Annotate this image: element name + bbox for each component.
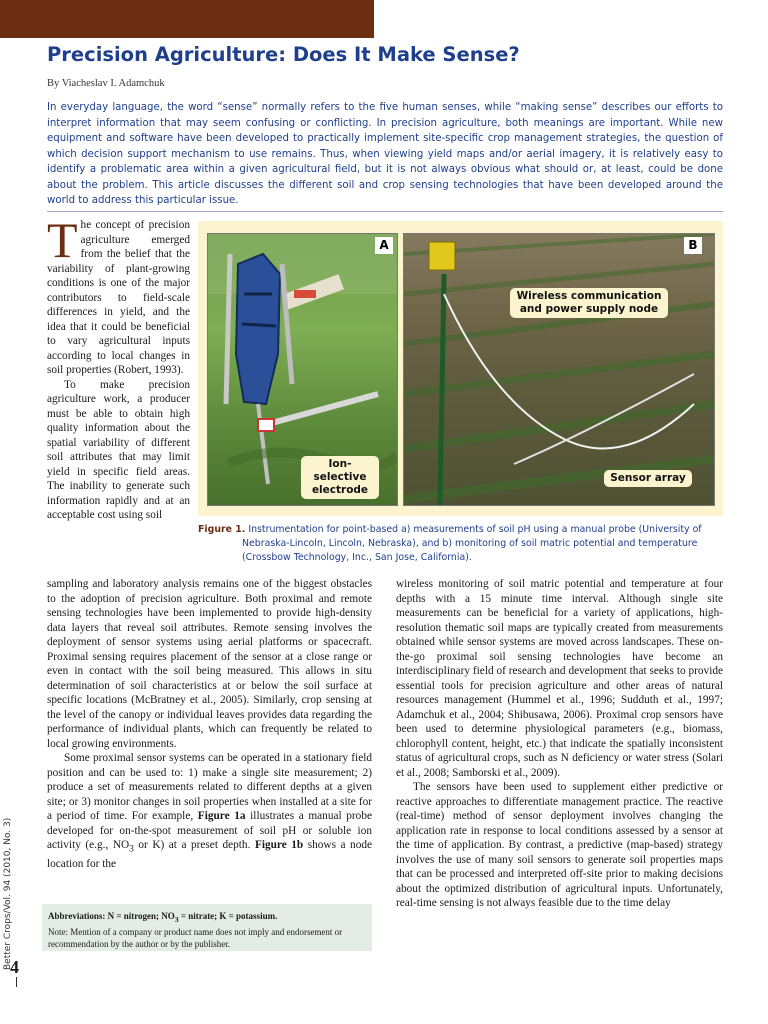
label-ion-selective-electrode: Ion-selective electrode	[301, 456, 379, 499]
column-left-lower	[47, 577, 372, 871]
para2: To make precision agriculture work, a producer must be able to obtain high quality information about the spatial variability of different soil attributes that may limit yield in specific field areas. The inability to generate such information rapidly and at an acceptable cost using soil	[47, 378, 190, 521]
panel-label-a: A	[375, 237, 393, 254]
journal-footer: Better Crops/Vol. 94 (2010, No. 3)	[3, 817, 13, 970]
col3-para2: The sensors have been used to supplement either predictive or reactive approaches to differentiate management practice. The reactive (real-time) method of sensor deployment involves changing the application rate in response to local conditions assessed by a sensor at the time of application. By contrast, a predictive (map-based) strategy involves the use of many soil sensors to generate soil properties maps that can be processed and interpreted off-site prior to making decisions about the optimized distribution of agricultural inputs. Unfortunately, real-time sensing is not always feasible due to the time delay	[396, 781, 723, 909]
figure-1b-reference: Figure 1b	[254, 839, 304, 851]
figure-caption	[198, 523, 723, 565]
col3-para1: wireless monitoring of soil matric potential and temperature at four depths with a 15 minute time interval. Although single site measurements can be beneficial for a variety of applications, high-resolution thematic soil maps are typically created from measurements obtained while sensor systems are moved across landscapes. These on-the-go proximal soil sensing technologies have become an interdisciplinary field of research and development that seeks to provide essential tools for precision agriculture and other areas of natural resources management (Hummel et al., 1996; Sudduth et al., 1997; Adamchuk et al., 2004; Shibusawa, 2006). Proximal crop sensors have been used to determine physiological parameters (e.g., biomass, chlorophyll content, height, etc.) that indicate the spatially inconsistent status of agricultural crops, such as N deficiency or water stress (Solari et al., 2008; Samborski et al., 2009).	[396, 578, 723, 779]
page-number-rule	[16, 977, 17, 987]
abstract-divider	[47, 211, 723, 212]
no3-subscript: 3	[129, 844, 134, 855]
caption-label: Figure 1.	[198, 524, 246, 535]
photo-manual-probe	[207, 233, 398, 506]
caption-rest: Nebraska-Lincoln, Lincoln, Nebraska), and b) monitoring of soil matric potential and temperature (Crossbow Technology, Inc., San Jose, California).	[242, 538, 698, 563]
para1-text: he concept of precision agriculture emerged from the belief that the variability of plant-growing conditions is one of the major contributors to field-scale differences in yield, and the idea that it could be beneficial to vary agricultural inputs according to local changes in soil properties (Robert, 1993).	[47, 219, 190, 376]
disclaimer: Note: Mention of a company or product name does not imply and endorsement or recommendation by the author or by the publisher.	[48, 926, 343, 949]
para2-continued: sampling and laboratory analysis remains one of the biggest obstacles to the adoption of precision agriculture. Both proximal and remote sensing technologies have been implemented to provide high-density data layers that reveal soil attributes. Remote sensing involves the deployment of sensor systems using aerial platforms or spacecraft. Proximal sensing requires placement of the sensor at a close range or even in contact with the soil being measured. This allows in situ determination of soil characteristics at or below the soil surface at specific locations (McBratney et al., 2005). Similarly, crop sensing at the level of the canopy or individual leaves provides data regarding the performance of individual plants, which can frequently be related to local growing environments.	[47, 578, 372, 750]
column-right	[396, 577, 723, 911]
caption-first-line	[198, 523, 723, 537]
para3-d: shows a node location for the	[47, 839, 372, 870]
photo-sensor-node	[403, 233, 715, 506]
panel-label-b: B	[684, 237, 702, 254]
column-left-upper	[47, 212, 190, 523]
para3	[47, 751, 372, 871]
drop-cap: T	[47, 212, 78, 268]
abbreviations	[48, 910, 364, 926]
label-sensor-array: Sensor array	[604, 470, 692, 487]
abbreviations-a: Abbreviations: N = nitrogen; NO	[48, 911, 175, 921]
para3-b: illustrates a manual probe developed for on-the-spot measurement of soil pH or soluble ion activity (e.g., NO	[47, 810, 372, 851]
article-title: Precision Agriculture: Does It Make Sense?	[47, 43, 520, 66]
para3-c: or K) at a preset depth.	[133, 839, 255, 851]
byline: By Viacheslav I. Adamchuk	[47, 78, 165, 89]
abbreviations-subscript: 3	[174, 914, 179, 924]
page-number: 4	[10, 957, 19, 977]
figure-1a-reference: Figure 1a	[197, 810, 246, 822]
intro-paragraph	[47, 212, 190, 378]
para3-a: Some proximal sensor systems can be operated in a stationary field position and can be used to: 1) make a single site measurement; 2) produce a set of measurements related to different depths at a given site; or 3) monitor changes in soil properties when installed at a site for a period of time. For example,	[47, 752, 372, 822]
header-color-bar	[0, 0, 374, 38]
label-wireless-node: Wireless communication and power supply node	[510, 288, 668, 318]
abbreviations-b: = nitrate; K = potassium.	[178, 911, 278, 921]
field-illustration	[404, 234, 714, 505]
caption-first-text: Instrumentation for point-based a) measurements of soil pH using a manual probe (University of	[248, 524, 702, 535]
abstract: In everyday language, the word “sense” normally refers to the five human senses, while “making sense” describes our efforts to interpret information that may seem confusing or conflicting. In precision agriculture, both meanings are important. While new equipment and software have been developed to practically implement site-specific crop management strategies, the question of which decision support mechanism to use remains. Thus, when viewing yield maps and/or aerial imagery, it is relatively easy to identify a problematic area within a given agricultural field, but it is not always obvious what should or, at least, could be done about the problem. This article discusses the different soil and crop sensing technologies that have been developed around the world to address this particular issue.	[47, 102, 723, 206]
figure-1	[198, 221, 723, 516]
abbreviations-box	[42, 904, 372, 951]
